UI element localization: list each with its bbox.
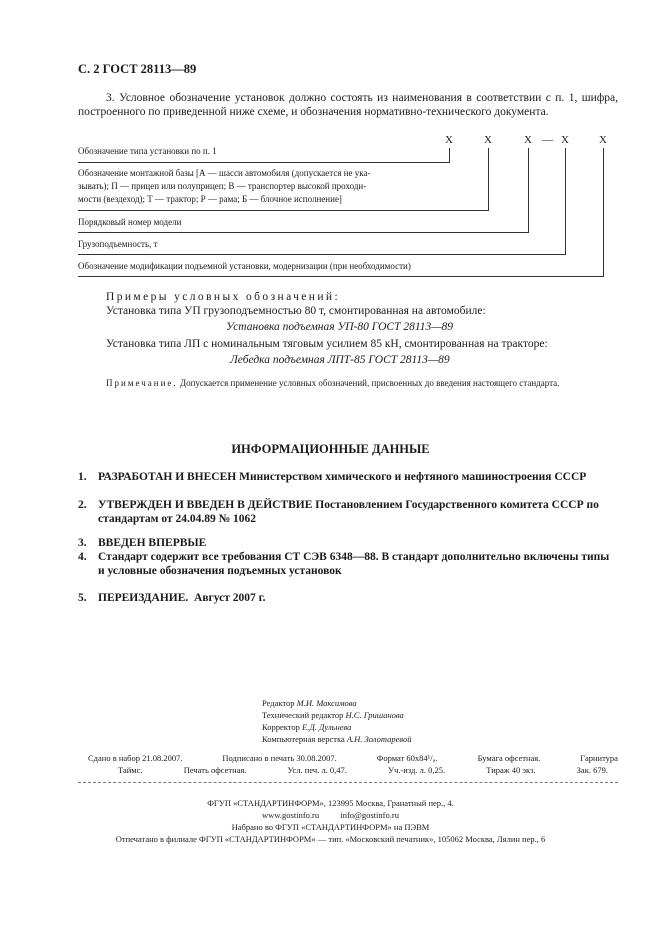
scheme-line-4 [78, 254, 566, 255]
pub-order: Зак. 679. [576, 765, 608, 775]
scheme-row-modification: Обозначение модификации подъемной установки, модернизации (при необходимости) [78, 261, 411, 271]
pub-print-date: Подписано в печать 30.08.2007. [222, 753, 337, 763]
credit-corrector [262, 721, 562, 734]
imprint-printer: Отпечатано в филиале ФГУП «СТАНДАРТИНФОРМ» — тип. «Московский печатник», 105062 Москва, Лялин пер., 6 [115, 834, 546, 844]
info-item-4-num: 4. [78, 551, 87, 563]
pub-print-sheets: Усл. печ. л. 0,47. [287, 765, 347, 775]
note-paragraph [78, 377, 618, 390]
info-item-3-num: 3. [78, 537, 87, 549]
info-item-5 [78, 591, 618, 605]
pub-circulation: Тираж 40 экз. [486, 765, 536, 775]
note-text: Допускается применение условных обозначений, присвоенных до введения настоящего стандарта. [179, 378, 560, 388]
info-item-2-text: Постановлением Государственного комитета СССР по стандартам от 24.04.89 № 1062 [98, 499, 599, 525]
credit-tech-editor [262, 709, 562, 722]
info-title: ИНФОРМАЦИОННЫЕ ДАННЫЕ [231, 442, 430, 456]
imprint-publisher: ФГУП «СТАНДАРТИНФОРМ», 123995 Москва, Гранатный пер., 4. [207, 798, 454, 808]
info-item-5-num: 5. [78, 592, 87, 604]
example-1-designation: Установка подъемная УП-80 ГОСТ 28113—89 [226, 321, 453, 333]
scheme-row-base-line-2: зывать); П — прицеп или полуприцеп; В — транспортер высокой проходи- [78, 181, 367, 191]
note-label: Примечание. [106, 378, 178, 388]
designation-scheme [78, 134, 618, 284]
imprint-typeset: Набрано во ФГУП «СТАНДАРТИНФОРМ» на ПЭВМ [231, 822, 430, 832]
scheme-row-capacity: Грузоподъемность, т [78, 239, 158, 249]
info-item-4 [78, 550, 618, 578]
credit-editor [262, 697, 562, 710]
example-2-text: Установка типа ЛП с номинальным тяговым усилием 85 кН, смонтированная на тракторе: [106, 338, 548, 350]
example-2-designation: Лебедка подъемная ЛПТ-85 ГОСТ 28113—89 [230, 354, 450, 366]
credit-corrector-name: Е.Д. Дульнева [302, 722, 352, 732]
divider [78, 782, 618, 784]
pub-pub-sheets: Уч.-изд. л. 0,25. [388, 765, 446, 775]
info-item-1 [78, 470, 618, 484]
connector-v4 [565, 148, 566, 255]
pub-typeface-label: Гарнитура [580, 753, 618, 763]
example-1-text: Установка типа УП грузоподъемностью 80 т, смонтированная на автомобиле: [106, 305, 486, 317]
scheme-line-2 [78, 210, 489, 211]
credit-corrector-role: Корректор [262, 722, 300, 732]
scheme-row-base [78, 167, 463, 206]
scheme-row-base-line-1: Обозначение монтажной базы [А — шасси автомобиля (допускается не ука- [78, 168, 371, 178]
credit-tech-editor-name: Н.С. Гришанова [345, 710, 404, 720]
credit-layout-name: А.Н. Золотаревой [346, 734, 412, 744]
connector-v2 [488, 148, 489, 211]
scheme-mark-4: X [561, 134, 569, 146]
pub-typeface: Таймс. [118, 765, 143, 775]
credit-layout [262, 733, 562, 746]
credit-editor-name: М.И. Максимова [296, 698, 357, 708]
info-item-3 [78, 536, 618, 550]
info-item-5-lead: ПЕРЕИЗДАНИЕ. [98, 592, 189, 604]
credit-layout-role: Компьютерная верстка [262, 734, 345, 744]
scheme-row-model: Порядковый номер модели [78, 217, 182, 227]
scheme-mark-5: X [599, 134, 607, 146]
info-item-3-lead: ВВЕДЕН ВПЕРВЫЕ [98, 537, 207, 549]
scheme-mark-2: X [484, 134, 492, 146]
clause-3-paragraph: 3. Условное обозначение установок должно состоять из наименования в соответствии с п. 1, шифра, построенного по приведенной ниже схеме, и обозначения нормативно-технического документа. [78, 92, 618, 118]
scheme-row-base-line-3: мости (вездеход); Т — трактор; Р — рама; Б — блочное исполнение] [78, 194, 342, 204]
scheme-line-3 [78, 232, 529, 233]
scheme-line-1 [78, 162, 450, 163]
examples-title: Примеры условных обозначений: [106, 291, 341, 303]
connector-v1 [449, 148, 450, 163]
info-item-2 [78, 498, 618, 526]
connector-v5 [603, 148, 604, 277]
info-item-1-text: Министерством химического и нефтяного машиностроения СССР [239, 471, 587, 483]
scheme-row-type: Обозначение типа установки по п. 1 [78, 146, 217, 156]
connector-v3 [528, 148, 529, 233]
pub-paper: Бумага офсетная. [477, 753, 541, 763]
pub-print-type: Печать офсетная. [183, 765, 247, 775]
page-header: С. 2 ГОСТ 28113—89 [78, 62, 197, 76]
scheme-mark-1: X [445, 134, 453, 146]
info-item-2-lead: УТВЕРЖДЕН И ВВЕДЕН В ДЕЙСТВИЕ [98, 499, 313, 511]
info-item-5-text: Август 2007 г. [194, 592, 266, 604]
publication-row-2 [118, 764, 608, 776]
info-item-1-num: 1. [78, 471, 87, 483]
info-item-4-text: Стандарт содержит все требования СТ СЭВ 6348—88. В стандарт дополнительно включены типы и условные обозначения подъемных установок [98, 551, 610, 577]
credit-tech-editor-role: Технический редактор [262, 710, 344, 720]
pub-typeset-date: Сдано в набор 21.08.2007. [88, 753, 183, 763]
scheme-line-5 [78, 276, 604, 277]
imprint-web: www.gostinfo.ru info@gostinfo.ru [262, 810, 399, 820]
pub-format: Формат 60x84¹/₈. [376, 753, 438, 763]
publication-row-1 [88, 752, 618, 764]
credit-editor-role: Редактор [262, 698, 295, 708]
info-item-2-num: 2. [78, 499, 87, 511]
scheme-mark-3: X [524, 134, 532, 146]
scheme-dash: — [542, 134, 553, 146]
info-item-1-lead: РАЗРАБОТАН И ВНЕСЕН [98, 471, 237, 483]
